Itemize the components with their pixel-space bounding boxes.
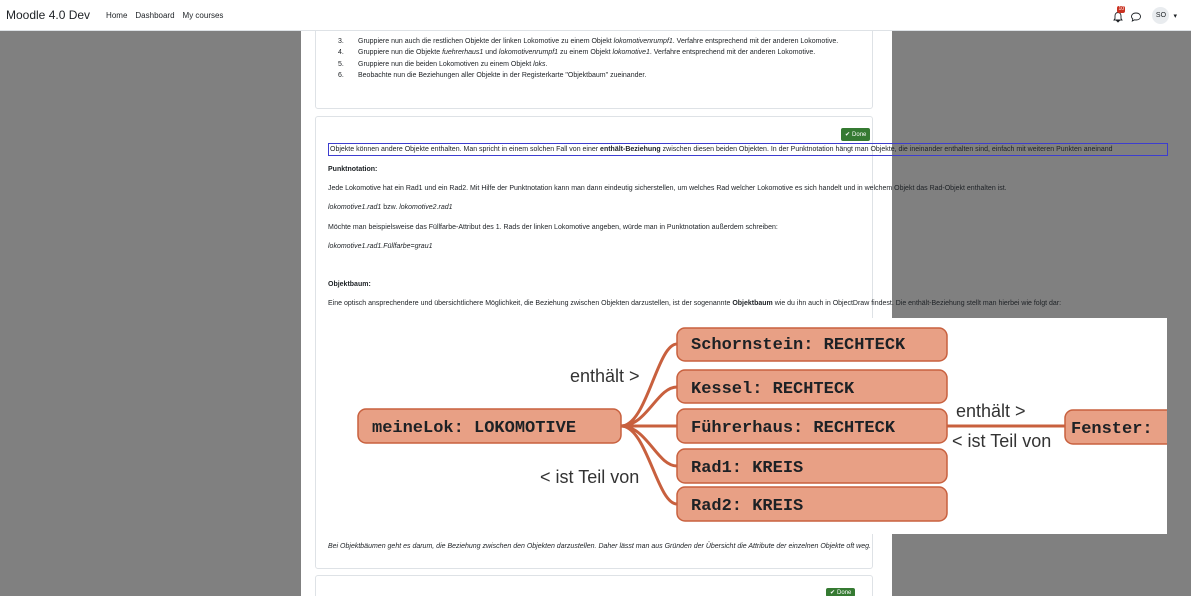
user-nav: [1112, 0, 1177, 31]
intro-text-part: Objekte können andere Objekte enthalten. Man spricht in einem solchen Fall von einer: [330, 146, 601, 153]
step-number: 4.: [338, 49, 344, 57]
step-number: 3.: [338, 38, 344, 45]
step-text: Beobachte nun die Beziehungen aller Objekte in der Registerkarte "Objektbaum" zueinander.: [358, 72, 647, 80]
list-item: [338, 47, 858, 58]
text-part: lokomotive2.rad1: [399, 204, 453, 211]
text-part: Objektbaum: [732, 300, 773, 307]
node-root-label: meineLok: LOKOMOTIVE: [372, 419, 577, 438]
caret-down-icon[interactable]: ▾: [1173, 12, 1177, 20]
primary-nav: [106, 11, 231, 20]
step-text-part: loks: [533, 60, 546, 68]
text-part: lokomotive1.rad1: [328, 204, 382, 211]
step-text-part: . Verfahre entsprechend mit der anderen Lokomotive.: [649, 49, 816, 57]
notifications-button[interactable]: [1112, 5, 1125, 22]
avatar[interactable]: SO: [1152, 7, 1169, 24]
navbar: [0, 0, 1191, 31]
step-text-part: lokomotivenrumpf1: [613, 38, 673, 45]
node-rad1-label: Rad1: KREIS: [691, 459, 804, 478]
step-number: 6.: [338, 72, 344, 80]
object-tree-diagram: [327, 318, 1167, 534]
list-item: [338, 36, 858, 47]
step-text-part: . Verfahre entsprechend mit der anderen Lokomotive.: [672, 38, 839, 45]
label-enthaelt-right: enthält >: [956, 401, 1026, 421]
paragraph-punktnotation: Jede Lokomotive hat ein Rad1 und ein Rad2. Mit Hilfe der Punktnotation kann man dann eindeutig sicherstellen, um welches Rad welcher Lokomotive es sich handelt und in welchem Objekt das Rad-Objekt enthalten ist.: [328, 185, 1007, 192]
done-label: Done: [852, 131, 867, 138]
object-tree-svg: [327, 318, 1167, 534]
node-rad2-label: Rad2: KREIS: [691, 497, 804, 516]
paragraph-fill-color: Möchte man beispielsweise das Füllfarbe-Attribut des 1. Rads der linken Lokomotive angeben, würde man in Punktnotation außerdem schreiben:: [328, 224, 778, 231]
task-card: [315, 25, 873, 109]
done-button[interactable]: [826, 588, 855, 596]
site-brand[interactable]: Moodle 4.0 Dev: [6, 8, 91, 22]
check-icon: ✔: [845, 132, 851, 138]
nav-my-courses[interactable]: My courses: [182, 10, 224, 20]
done-button[interactable]: [841, 128, 870, 141]
list-item: [338, 59, 858, 70]
intro-text-part: enthält-Beziehung: [600, 146, 661, 153]
intro-paragraph[interactable]: [328, 143, 1168, 156]
step-text-part: Gruppiere nun die beiden Lokomotiven zu einem Objekt: [358, 60, 534, 68]
heading-punktnotation: Punktnotation:: [328, 166, 378, 173]
check-icon: ✔: [830, 590, 836, 596]
step-number: 5.: [338, 60, 344, 68]
step-text: [348, 47, 815, 58]
step-text-part: Gruppiere nun die Objekte: [358, 49, 443, 57]
step-text-part: lokomotivenrumpf1: [498, 49, 559, 57]
step-text-part: und: [483, 49, 499, 57]
nav-home[interactable]: Home: [106, 10, 128, 20]
nav-dashboard[interactable]: Dashboard: [135, 10, 175, 20]
step-text: [348, 59, 548, 70]
step-text-part: lokomotive1: [612, 49, 650, 57]
paragraph-objektbaum: [328, 299, 1061, 308]
next-card: [315, 575, 873, 596]
step-text: [348, 36, 838, 47]
step-text-part: .: [545, 60, 548, 68]
done-label: Done: [837, 589, 852, 596]
text-part: wie du ihn auch in ObjectDraw findest. Die enthält-Beziehung stellt man hierbei wie folgt dar:: [772, 300, 1062, 307]
paragraph-fill-example: lokomotive1.rad1.Füllfarbe=grau1: [328, 243, 433, 250]
node-fenster-label: Fenster:: [1071, 420, 1153, 439]
label-ist-teil-von-right: < ist Teil von: [952, 431, 1052, 451]
paragraph-example-notation: [328, 203, 453, 212]
intro-text-part: zwischen diesen beiden Objekten. In der Punktnotation hängt man Objekte, die ineinander enthalten sind, einfach mit weiteren Punkten aneinand: [660, 146, 1113, 153]
task-steps-list: [338, 30, 858, 82]
step-text-part: zu einem Objekt: [558, 49, 613, 57]
node-schornstein-label: Schornstein: RECHTECK: [691, 336, 906, 355]
label-ist-teil-von: < ist Teil von: [540, 467, 640, 487]
notification-count-badge: 10: [1118, 5, 1125, 12]
step-text-part: Gruppiere nun auch die restlichen Objekte der linken Lokomotive zu einem Objekt: [358, 38, 614, 45]
diagram-caption: Bei Objektbäumen geht es darum, die Beziehung zwischen den Objekten darzustellen. Daher lässt man aus Gründen der Übersicht die Attribute der einzelnen Objekte oft weg.: [328, 543, 871, 550]
messages-button[interactable]: [1130, 10, 1142, 22]
text-part: Eine optisch ansprechendere und übersichtlichere Möglichkeit, die Beziehung zwischen Objekten darzustellen, ist der sogenannte: [328, 300, 733, 307]
chat-icon: [1130, 11, 1142, 23]
text-part: bzw.: [381, 204, 400, 211]
heading-objektbaum: Objektbaum:: [328, 281, 371, 288]
page-backdrop-left: [0, 31, 301, 596]
step-text-part: fuehrerhaus1: [442, 49, 484, 57]
node-kessel-label: Kessel: RECHTECK: [691, 380, 855, 399]
list-item: [338, 70, 858, 81]
node-fuehrerhaus-label: Führerhaus: RECHTECK: [691, 419, 896, 438]
label-enthaelt: enthält >: [570, 366, 640, 386]
